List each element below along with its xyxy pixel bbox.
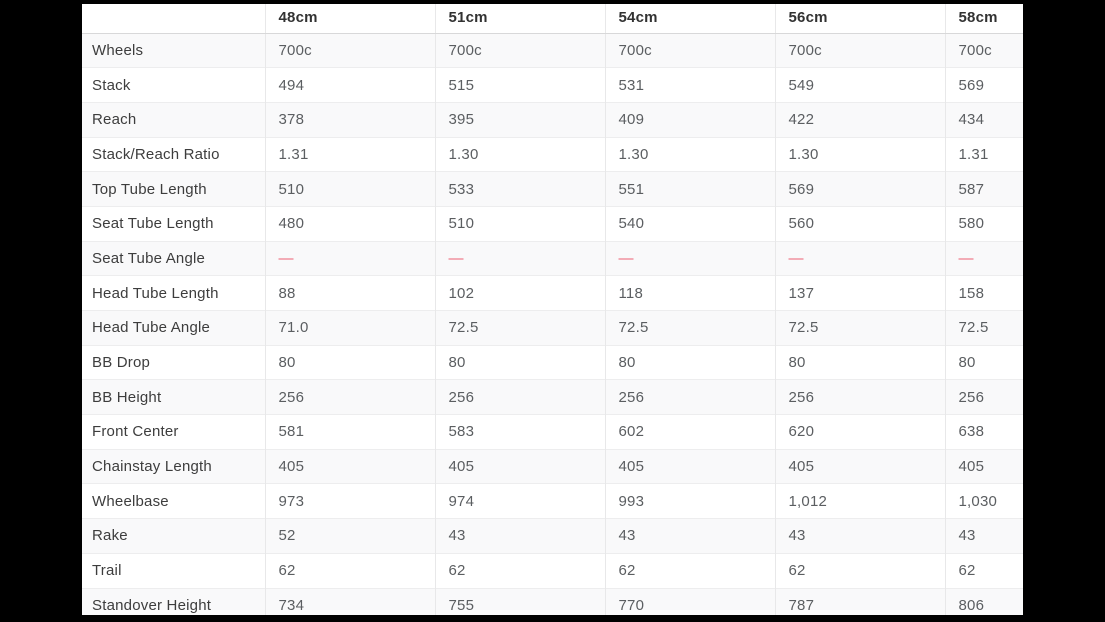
table-row xyxy=(82,241,1023,276)
spec-value: 52 xyxy=(265,519,435,554)
table-row xyxy=(82,345,1023,380)
spec-value: 72.5 xyxy=(775,311,945,346)
spec-value: 806 xyxy=(945,588,1023,615)
spec-value: 993 xyxy=(605,484,775,519)
spec-value: 256 xyxy=(945,380,1023,415)
spec-value: 587 xyxy=(945,172,1023,207)
spec-label: Stack/Reach Ratio xyxy=(92,145,220,163)
spec-label: Reach xyxy=(92,111,137,129)
spec-value: 510 xyxy=(265,172,435,207)
spec-label: Stack xyxy=(92,76,131,94)
spec-label: Standover Height xyxy=(92,596,212,614)
table-row xyxy=(82,102,1023,137)
spec-label: BB Height xyxy=(92,388,162,406)
spec-value: — xyxy=(605,241,775,276)
spec-value: 620 xyxy=(775,415,945,450)
spec-value: 43 xyxy=(435,519,605,554)
spec-label: Trail xyxy=(92,562,122,580)
spec-value: 405 xyxy=(265,449,435,484)
spec-label: Wheelbase xyxy=(92,492,169,510)
spec-value: 581 xyxy=(265,415,435,450)
spec-value: 395 xyxy=(435,102,605,137)
spec-value: 88 xyxy=(265,276,435,311)
spec-label: Head Tube Angle xyxy=(92,319,211,337)
table-row xyxy=(82,276,1023,311)
spec-value: 158 xyxy=(945,276,1023,311)
spec-value: 974 xyxy=(435,484,605,519)
spec-label: Rake xyxy=(92,527,128,545)
spec-value: 405 xyxy=(605,449,775,484)
spec-label: Head Tube Length xyxy=(92,284,219,302)
table-row xyxy=(82,172,1023,207)
spec-value: 118 xyxy=(605,276,775,311)
spec-value: 494 xyxy=(265,68,435,103)
spec-value: 405 xyxy=(775,449,945,484)
table-row xyxy=(82,415,1023,450)
spec-value: — xyxy=(265,241,435,276)
spec-value: 256 xyxy=(435,380,605,415)
spec-value: 62 xyxy=(945,553,1023,588)
spec-value: 755 xyxy=(435,588,605,615)
spec-value: 1,030 xyxy=(945,484,1023,519)
table-row xyxy=(82,449,1023,484)
spec-label: BB Drop xyxy=(92,354,151,372)
spec-value: 80 xyxy=(775,345,945,380)
spec-value: 62 xyxy=(605,553,775,588)
spec-value: 580 xyxy=(945,206,1023,241)
spec-value: 43 xyxy=(945,519,1023,554)
spec-value: 700c xyxy=(435,33,605,68)
spec-value: 569 xyxy=(945,68,1023,103)
spec-value: 1.31 xyxy=(945,137,1023,172)
spec-value: 770 xyxy=(605,588,775,615)
spec-value: 638 xyxy=(945,415,1023,450)
spec-value: 72.5 xyxy=(435,311,605,346)
table-row xyxy=(82,311,1023,346)
spec-label: Wheels xyxy=(92,41,144,59)
spec-value: 62 xyxy=(775,553,945,588)
spec-value: 72.5 xyxy=(605,311,775,346)
spec-value: 734 xyxy=(265,588,435,615)
size-column-header: 51cm xyxy=(435,4,605,33)
spec-value: 973 xyxy=(265,484,435,519)
table-row xyxy=(82,68,1023,103)
spec-value: 256 xyxy=(605,380,775,415)
spec-value: 80 xyxy=(265,345,435,380)
spec-value: 533 xyxy=(435,172,605,207)
spec-value: 378 xyxy=(265,102,435,137)
spec-value: 71.0 xyxy=(265,311,435,346)
table-row xyxy=(82,137,1023,172)
spec-value: 405 xyxy=(435,449,605,484)
spec-value: — xyxy=(775,241,945,276)
size-column-header: 58cm xyxy=(945,4,1023,33)
spec-value: 102 xyxy=(435,276,605,311)
spec-value: 43 xyxy=(775,519,945,554)
spec-value: 602 xyxy=(605,415,775,450)
spec-value: 560 xyxy=(775,206,945,241)
spec-value: 256 xyxy=(775,380,945,415)
spec-value: 1.31 xyxy=(265,137,435,172)
table-row xyxy=(82,484,1023,519)
spec-value: 80 xyxy=(605,345,775,380)
table-row xyxy=(82,380,1023,415)
table-row xyxy=(82,588,1023,615)
size-column-header: 48cm xyxy=(265,4,435,33)
spec-label: Seat Tube Length xyxy=(92,215,214,233)
spec-value: — xyxy=(435,241,605,276)
spec-value: 531 xyxy=(605,68,775,103)
spec-label: Front Center xyxy=(92,423,179,441)
spec-value: 1.30 xyxy=(435,137,605,172)
geometry-table-header xyxy=(82,4,1023,33)
corner-cell xyxy=(82,4,265,33)
spec-value: 480 xyxy=(265,206,435,241)
size-column-header: 54cm xyxy=(605,4,775,33)
spec-value: 256 xyxy=(265,380,435,415)
spec-label: Seat Tube Angle xyxy=(92,249,206,267)
spec-value: 551 xyxy=(605,172,775,207)
spec-value: 62 xyxy=(435,553,605,588)
size-column-header: 56cm xyxy=(775,4,945,33)
spec-value: — xyxy=(945,241,1023,276)
spec-label: Chainstay Length xyxy=(92,458,212,476)
spec-value: 540 xyxy=(605,206,775,241)
spec-value: 1,012 xyxy=(775,484,945,519)
table-row xyxy=(82,33,1023,68)
spec-value: 405 xyxy=(945,449,1023,484)
spec-value: 1.30 xyxy=(775,137,945,172)
table-row xyxy=(82,553,1023,588)
spec-value: 409 xyxy=(605,102,775,137)
spec-value: 569 xyxy=(775,172,945,207)
spec-value: 422 xyxy=(775,102,945,137)
spec-value: 137 xyxy=(775,276,945,311)
spec-value: 434 xyxy=(945,102,1023,137)
spec-value: 80 xyxy=(435,345,605,380)
spec-value: 43 xyxy=(605,519,775,554)
spec-value: 583 xyxy=(435,415,605,450)
spec-value: 80 xyxy=(945,345,1023,380)
spec-label: Top Tube Length xyxy=(92,180,207,198)
spec-value: 72.5 xyxy=(945,311,1023,346)
spec-value: 787 xyxy=(775,588,945,615)
geometry-table-viewport xyxy=(82,4,1023,615)
spec-value: 1.30 xyxy=(605,137,775,172)
geometry-table xyxy=(82,4,1023,615)
spec-value: 700c xyxy=(265,33,435,68)
spec-value: 549 xyxy=(775,68,945,103)
spec-value: 510 xyxy=(435,206,605,241)
spec-value: 700c xyxy=(775,33,945,68)
spec-value: 515 xyxy=(435,68,605,103)
spec-value: 62 xyxy=(265,553,435,588)
table-row xyxy=(82,206,1023,241)
geometry-table-body xyxy=(82,33,1023,615)
table-row xyxy=(82,519,1023,554)
spec-value: 700c xyxy=(945,33,1023,68)
header-row xyxy=(82,4,1023,33)
spec-value: 700c xyxy=(605,33,775,68)
